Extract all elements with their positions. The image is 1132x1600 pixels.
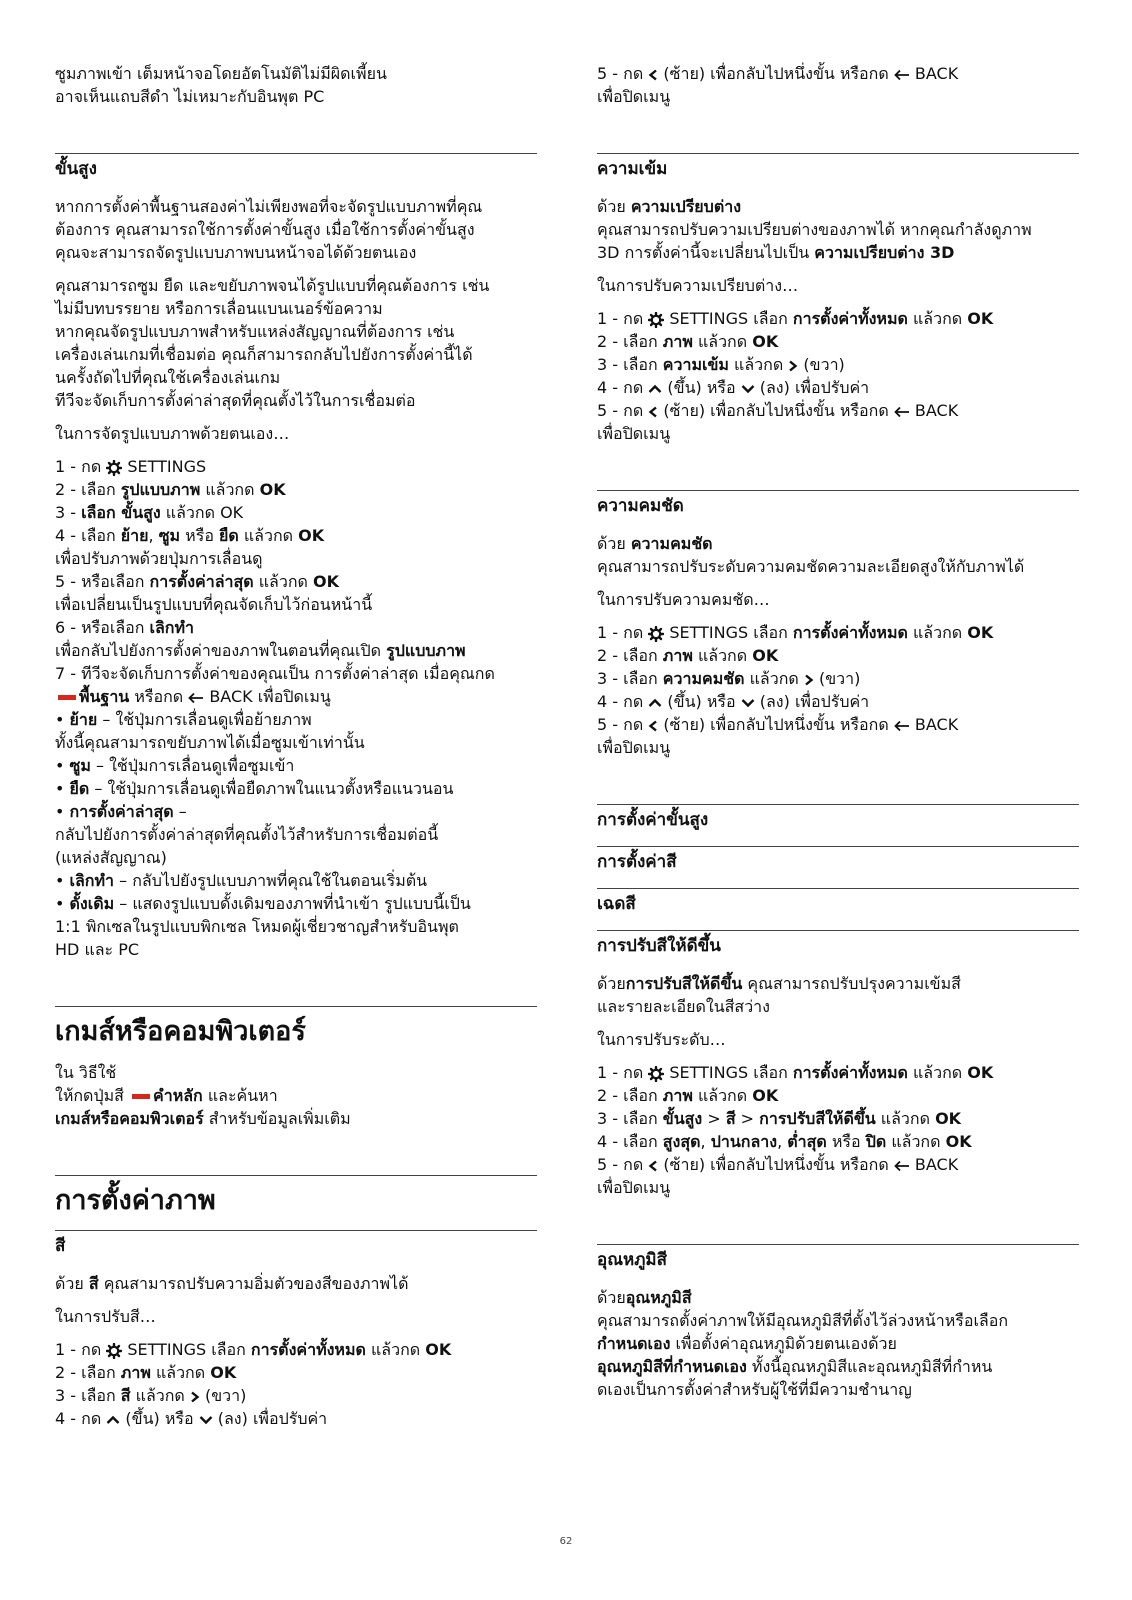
lead-text: ในการปรับระดับ… [597,1030,726,1049]
section-title-tint: เฉดสี [597,894,636,914]
enhance-desc: และรายละเอียดในสีสว่าง [597,997,770,1016]
step-2: 2 - เลือก ภาพ แล้วกด OK [597,1086,779,1105]
step-7: 7 - ทีวีจะจัดเก็บการตั้งค่าของคุณเป็น การตั้งค่าล่าสุด เมื่อคุณกด [55,664,495,683]
bullet-move-desc: ทั้งนี้คุณสามารถขยับภาพได้เมื่อซูมเข้าเท่านั้น [55,733,365,752]
lead-text: ในการปรับสี… [55,1307,156,1326]
contrast-desc: ด้วย ความเปรียบต่าง [597,197,741,216]
step-1: 1 - กด SETTINGS เลือก การตั้งค่าทั้งหมด แล้วกด OK [597,309,994,328]
paragraph-line: ไม่มีบทบรรยาย หรือการเลื่อนแบนเนอร์ข้อความ [55,299,383,318]
chevron-left-icon [648,1160,658,1172]
bullet-stretch: • ยืด – ใช้ปุ่มการเลื่อนดูเพื่อยืดภาพในแนวตั้งหรือแนวนอน [55,779,454,798]
intro-line: อาจเห็นแถบสีดำ ไม่เหมาะกับอินพุต PC [55,87,325,106]
color-desc: ด้วย สี คุณสามารถปรับความอิ่มตัวของสีของภาพได้ [55,1274,409,1293]
paragraph-line: คุณจะสามารถจัดรูปแบบภาพบนหน้าจอได้ด้วยตนเอง [55,243,417,262]
section-divider [55,1175,537,1176]
chevron-left-icon [648,69,658,81]
section-divider [597,888,1079,889]
section-divider [597,846,1079,847]
intro-line: ซูมภาพเข้า เต็มหน้าจอโดยอัตโนมัติไม่มีผิดเพี้ยน [55,64,387,83]
back-arrow-icon [894,69,910,81]
gear-icon [648,1066,664,1082]
section-title-advanced: ขั้นสูง [55,159,97,179]
step-5-cont: เพื่อปิดเมนู [597,87,671,106]
lead-text: ในการจัดรูปแบบภาพด้วยตนเอง… [55,424,290,443]
step-3: 3 - เลือก ความคมชัด แล้วกด (ขวา) [597,669,861,688]
back-arrow-icon [894,406,910,418]
page-number: 62 [559,1536,573,1547]
chevron-left-icon [648,720,658,732]
section-title-color-settings: การตั้งค่าสี [597,852,677,872]
step-1: 1 - กด SETTINGS เลือก การตั้งค่าทั้งหมด แล้วกด OK [597,623,994,642]
paragraph-line: คุณสามารถซูม ยืด และขยับภาพจนได้รูปแบบที่คุณต้องการ เช่น [55,276,490,295]
section-divider [597,490,1079,491]
step-1: 1 - กด SETTINGS เลือก การตั้งค่าทั้งหมด แล้วกด OK [597,1063,994,1082]
bullet-original-desc: HD และ PC [55,940,140,959]
red-color-key-icon [58,695,76,700]
step-3: 3 - เลือก ความเข้ม แล้วกด (ขวา) [597,355,845,374]
paragraph-line: หากคุณจัดรูปแบบภาพสำหรับแหล่งสัญญาณที่ต้องการ เช่น [55,322,455,341]
section-title-color-enhancement: การปรับสีให้ดีขึ้น [597,936,721,956]
sharp-desc: ด้วย ความคมชัด [597,534,713,553]
sharp-desc: คุณสามารถปรับระดับความคมชัดความละเอียดสูงให้กับภาพได้ [597,557,1025,576]
step-5-desc: เพื่อเปลี่ยนเป็นรูปแบบที่คุณจัดเก็บไว้ก่อนหน้านี้ [55,595,373,614]
section-divider [55,153,537,154]
bullet-original-desc: 1:1 พิกเซลในรูปแบบพิกเซล โหมดผู้เชี่ยวชาญสำหรับอินพุต [55,917,459,936]
temp-desc: คุณสามารถตั้งค่าภาพให้มีอุณหภูมิสีที่ตั้งไว้ล่วงหน้าหรือเลือก [597,1311,1009,1330]
chevron-up-icon [648,384,662,394]
section-title-contrast: ความเข้ม [597,159,668,179]
step-2: 2 - เลือก ภาพ แล้วกด OK [597,646,779,665]
contrast-desc: 3D การตั้งค่านี้จะเปลี่ยนไปเป็น ความเปรียบต่าง 3D [597,243,955,262]
section-title-advanced-settings: การตั้งค่าขั้นสูง [597,810,709,830]
back-arrow-icon [894,1160,910,1172]
section-title-color-temperature: อุณหภูมิสี [597,1250,667,1270]
section-title-color: สี [55,1236,66,1256]
step-4: 4 - เลือก สูงสุด, ปานกลาง, ต่ำสุด หรือ ปิด แล้วกด OK [597,1132,972,1151]
chevron-down-icon [741,384,755,394]
right-column [597,62,1079,1401]
gear-icon [648,312,664,328]
bullet-undo: • เลิกทำ – กลับไปยังรูปแบบภาพที่คุณใช้ในตอนเริ่มต้น [55,871,428,890]
step-3: 3 - เลือก สี แล้วกด (ขวา) [55,1386,247,1405]
step-7-cont: พื้นฐาน หรือกด BACK เพื่อปิดเมนู [55,685,537,708]
section-title-sharpness: ความคมชัด [597,496,684,516]
gear-icon [106,460,122,476]
lead-text: ในการปรับความคมชัด… [597,590,770,609]
step-4: 4 - กด (ขึ้น) หรือ (ลง) เพื่อปรับค่า [597,692,870,711]
step-3: 3 - เลือก ขั้นสูง > สี > การปรับสีให้ดีขึ้น แล้วกด OK [597,1109,962,1128]
temp-desc: ดเองเป็นการตั้งค่าสำหรับผู้ใช้ที่มีความชำนาญ [597,1380,912,1399]
gear-icon [106,1343,122,1359]
chevron-up-icon [648,698,662,708]
gear-icon [648,626,664,642]
bullet-zoom: • ซูม – ใช้ปุ่มการเลื่อนดูเพื่อซูมเข้า [55,756,295,775]
section-divider [55,1230,537,1231]
chevron-up-icon [106,1415,120,1425]
step-4: 4 - กด (ขึ้น) หรือ (ลง) เพื่อปรับค่า [55,1409,328,1428]
step-5: 5 - กด (ซ้าย) เพื่อกลับไปหนึ่งขั้น หรือกด BACK [597,1155,959,1174]
step-2: 2 - เลือก ภาพ แล้วกด OK [597,332,779,351]
step-5: 5 - กด (ซ้าย) เพื่อกลับไปหนึ่งขั้น หรือกด BACK [597,715,959,734]
step-5-cont: เพื่อปิดเมนู [597,738,671,757]
paragraph-line: ทีวีจะจัดเก็บการตั้งค่าล่าสุดที่คุณตั้งไว้ในการเชื่อมต่อ [55,391,416,410]
paragraph-line: ต้องการ คุณสามารถใช้การตั้งค่าขั้นสูง เมื่อใช้การตั้งค่าขั้นสูง [55,220,475,239]
bullet-last-desc: กลับไปยังการตั้งค่าล่าสุดที่คุณตั้งไว้สำหรับการเชื่อมต่อนี้ [55,825,439,844]
section-divider [597,804,1079,805]
step-4: 4 - กด (ขึ้น) หรือ (ลง) เพื่อปรับค่า [597,378,870,397]
section-divider [597,930,1079,931]
step-6-desc: เพื่อกลับไปยังการตั้งค่าของภาพในตอนที่คุณเปิด รูปแบบภาพ [55,641,466,660]
step-1: 1 - กด SETTINGS เลือก การตั้งค่าทั้งหมด แล้วกด OK [55,1340,452,1359]
section-title-games: เกมส์หรือคอมพิวเตอร์ [55,1016,306,1047]
step-3: 3 - เลือก ขั้นสูง แล้วกด OK [55,503,244,522]
temp-desc: อุณหภูมิสีที่กำหนดเอง ทั้งนี้อุณหภูมิสีและอุณหภูมิสีที่กำหน [597,1357,993,1376]
bullet-original: • ดั้งเดิม – แสดงรูปแบบดั้งเดิมของภาพที่นำเข้า รูปแบบนี้เป็น [55,894,471,913]
red-color-key-icon [132,1094,150,1099]
section-divider [55,1006,537,1007]
bullet-move: • ย้าย – ใช้ปุ่มการเลื่อนดูเพื่อย้ายภาพ [55,710,312,729]
games-line: ใน วิธีใช้ [55,1063,117,1082]
back-arrow-icon [188,692,204,704]
temp-desc: ด้วยอุณหภูมิสี [597,1288,692,1307]
step-5-cont: เพื่อปิดเมนู [597,424,671,443]
bullet-last: • การตั้งค่าล่าสุด – [55,802,187,821]
chevron-right-icon [190,1391,200,1403]
games-line: เกมส์หรือคอมพิวเตอร์ สำหรับข้อมูลเพิ่มเติม [55,1109,351,1128]
step-5: 5 - หรือเลือก การตั้งค่าล่าสุด แล้วกด OK [55,572,339,591]
paragraph-line: เครื่องเล่นเกมที่เชื่อมต่อ คุณก็สามารถกลับไปยังการตั้งค่านี้ได้ [55,345,473,364]
chevron-down-icon [741,698,755,708]
section-title-picture: การตั้งค่าภาพ [55,1185,216,1216]
paragraph-line: หากการตั้งค่าพื้นฐานสองค่าไม่เพียงพอที่จะจัดรูปแบบภาพที่คุณ [55,197,483,216]
section-divider [597,153,1079,154]
chevron-down-icon [199,1415,213,1425]
step-4: 4 - เลือก ย้าย, ซูม หรือ ยืด แล้วกด OK [55,526,325,545]
chevron-right-icon [804,674,814,686]
step-2: 2 - เลือก ภาพ แล้วกด OK [55,1363,237,1382]
step-5: 5 - กด (ซ้าย) เพื่อกลับไปหนึ่งขั้น หรือกด BACK [597,64,959,83]
section-divider [597,1244,1079,1245]
paragraph-line: นครั้งถัดไปที่คุณใช้เครื่องเล่นเกม [55,368,281,387]
temp-desc: กำหนดเอง เพื่อตั้งค่าอุณหภูมิด้วยตนเองด้วย [597,1334,897,1353]
enhance-desc: ด้วยการปรับสีให้ดีขึ้น คุณสามารถปรับปรุงความเข้มสี [597,974,961,993]
step-4-desc: เพื่อปรับภาพด้วยปุ่มการเลื่อนดู [55,549,263,568]
step-5: 5 - กด (ซ้าย) เพื่อกลับไปหนึ่งขั้น หรือกด BACK [597,401,959,420]
step-1: 1 - กด SETTINGS [55,457,207,476]
contrast-desc: คุณสามารถปรับความเปรียบต่างของภาพได้ หากคุณกำลังดูภาพ [597,220,1032,239]
left-column [55,62,537,1430]
lead-text: ในการปรับความเปรียบต่าง… [597,276,799,295]
chevron-left-icon [648,406,658,418]
step-5-cont: เพื่อปิดเมนู [597,1178,671,1197]
chevron-right-icon [788,360,798,372]
bullet-last-desc: (แหล่งสัญญาณ) [55,848,167,867]
back-arrow-icon [894,720,910,732]
step-2: 2 - เลือก รูปแบบภาพ แล้วกด OK [55,480,286,499]
games-line: ให้กดปุ่มสี คำหลัก และค้นหา [55,1086,278,1105]
step-6: 6 - หรือเลือก เลิกทำ [55,618,195,637]
